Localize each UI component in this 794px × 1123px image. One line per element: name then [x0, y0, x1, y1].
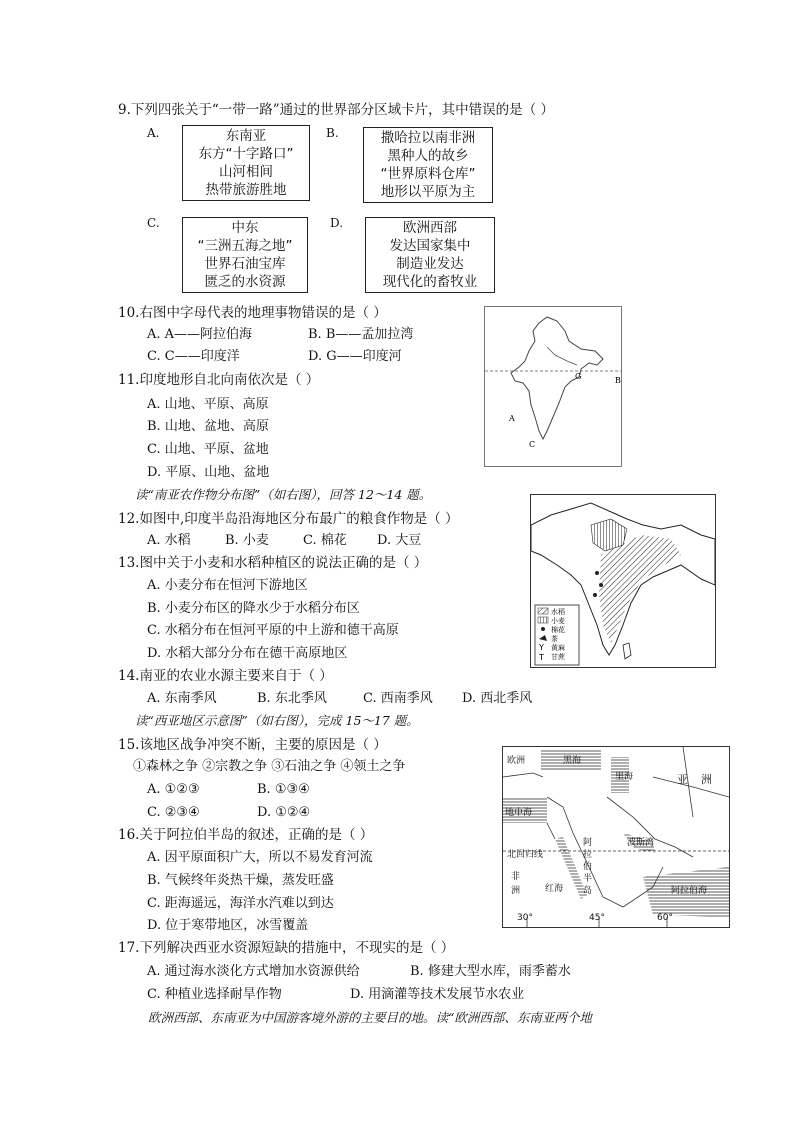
legend-swatch-sugarcane: T — [539, 653, 544, 662]
card-line: 黑种人的故乡 — [387, 148, 469, 164]
label-caspian: 里海 — [615, 772, 634, 782]
q10-opt-b[interactable]: B. B——孟加拉湾 — [308, 327, 414, 342]
rice-zone — [599, 535, 681, 643]
label-arabia-1: 阿 — [583, 838, 593, 848]
india-outline — [511, 317, 603, 439]
q17-opt-c[interactable]: C. 种植业选择耐旱作物 — [147, 987, 282, 1002]
india-outline-svg — [485, 307, 621, 466]
tick-label-30: 30° — [517, 913, 533, 923]
label-arabia-4: 半 — [583, 874, 593, 884]
q16-opt-a[interactable]: A. 因平原面积广大，所以不易发育河流 — [147, 850, 373, 865]
card-line: 中东 — [231, 220, 259, 236]
legend-wheat: 小麦 — [551, 617, 565, 625]
card-line: 制造业发达 — [396, 256, 464, 272]
intro-15-17: 读“西亚地区示意图”（如右图），完成 15～17 题。 — [135, 713, 419, 728]
q11-stem: 11.印度地形自北向南依次是（ ） — [118, 372, 320, 388]
legend-swatch-jute: Y — [539, 643, 544, 652]
q16-opt-b[interactable]: B. 气候终年炎热干燥，蒸发旺盛 — [147, 873, 334, 888]
legend-swatch-wheat — [538, 617, 548, 623]
card-line: 撒哈拉以南非洲 — [380, 130, 476, 146]
label-europe: 欧洲 — [507, 756, 526, 766]
tick-label-60: 60° — [657, 913, 673, 923]
q17-stem: 17.下列解决西亚水资源短缺的措施中，不现实的是（ ） — [118, 940, 455, 956]
card-line: 热带旅游胜地 — [205, 182, 287, 198]
map-letter-g: G — [575, 372, 582, 381]
q16-opt-c[interactable]: C. 距海遥远，海洋水汽难以到达 — [147, 896, 334, 911]
card-line: 世界石油宝库 — [204, 256, 286, 272]
q13-opt-b[interactable]: B. 小麦分布区的降水少于水稻分布区 — [147, 601, 360, 616]
q14-stem: 14.南亚的农业水源主要来自于（ ） — [118, 668, 333, 684]
q9-card-a-label: A. — [147, 126, 160, 140]
q16-stem: 16.关于阿拉伯半岛的叙述，正确的是（ ） — [118, 827, 374, 843]
card-line: 东方“十字路口” — [198, 146, 294, 162]
label-mediterranean: 地中海 — [505, 808, 533, 818]
q10-opt-c[interactable]: C. C——印度洋 — [147, 349, 240, 364]
card-line: “世界原料仓库” — [380, 166, 476, 182]
q9-stem: 9.下列四张关于“一带一路”通过的世界部分区域卡片，其中错误的是（ ） — [118, 102, 554, 118]
card-line: 山河相间 — [219, 164, 273, 180]
q11-opt-b[interactable]: B. 山地、盆地、高原 — [147, 419, 269, 434]
q14-opt-c[interactable]: C. 西南季风 — [363, 691, 433, 706]
label-tropic: 北回归线 — [507, 850, 544, 860]
river-line — [547, 347, 577, 365]
q9-card-b[interactable] — [363, 127, 493, 203]
label-africa-2: 洲 — [511, 886, 521, 896]
cotton-dot — [595, 571, 599, 575]
south-asia-crops-map — [530, 494, 716, 668]
q15-opt-b[interactable]: B. ①③④ — [257, 782, 310, 797]
tick-label-45: 45° — [589, 913, 605, 923]
india-map — [484, 306, 622, 467]
label-africa-1: 非 — [511, 872, 521, 882]
card-line: 东南亚 — [225, 128, 267, 144]
q12-opt-c[interactable]: C. 棉花 — [303, 533, 347, 548]
legend-cotton: 棉花 — [551, 626, 565, 634]
card-line: 发达国家集中 — [389, 238, 471, 254]
cotton-dot — [599, 583, 603, 587]
q9-card-b-label: B. — [326, 126, 339, 140]
q9-card-c[interactable] — [182, 217, 308, 293]
label-asia-1: 亚 — [677, 773, 688, 786]
label-black-sea: 黑海 — [563, 756, 582, 766]
q15-opt-d[interactable]: D. ①②④ — [257, 805, 311, 820]
tail-intro: 欧洲西部、东南亚为中国游客境外游的主要目的地。读“欧洲西部、东南亚两个地 — [148, 1010, 592, 1025]
map-letter-b: B — [615, 376, 621, 385]
q9-card-a[interactable] — [182, 125, 310, 201]
q15-opt-a[interactable]: A. ①②③ — [147, 782, 200, 797]
label-arabia-3: 伯 — [583, 862, 593, 872]
q11-opt-c[interactable]: C. 山地、平原、盆地 — [147, 442, 269, 457]
q12-opt-b[interactable]: B. 小麦 — [225, 533, 269, 548]
legend-sugarcane: 甘蔗 — [551, 653, 565, 661]
legend-swatch-cotton — [541, 627, 545, 631]
q13-opt-c[interactable]: C. 水稻分布在恒河平原的中上游和德干高原 — [147, 623, 399, 638]
q15-opt-c[interactable]: C. ②③④ — [147, 805, 200, 820]
q13-stem: 13.图中关于小麦和水稻种植区的说法正确的是（ ） — [118, 555, 428, 571]
card-line: 欧洲西部 — [403, 220, 457, 236]
legend-swatch-rice — [538, 608, 548, 614]
q13-opt-d[interactable]: D. 水稻大部分分布在德干高原地区 — [147, 646, 348, 661]
sri-lanka — [623, 643, 631, 659]
card-line: 地形以平原为主 — [380, 184, 476, 200]
q14-opt-b[interactable]: B. 东北季风 — [257, 691, 327, 706]
card-line: 现代化的畜牧业 — [382, 274, 478, 290]
label-arabian-sea: 阿拉伯海 — [671, 886, 708, 896]
q9-card-c-label: C. — [147, 216, 160, 230]
legend-tea: 茶 — [551, 635, 558, 643]
crops-map-svg — [531, 495, 715, 667]
q13-opt-a[interactable]: A. 小麦分布在恒河下游地区 — [147, 578, 308, 593]
q10-stem: 10.右图中字母代表的地理事物错误的是（ ） — [118, 305, 387, 321]
map-letter-c: C — [529, 440, 536, 449]
q9-card-d[interactable] — [365, 217, 495, 293]
legend-rice: 水稻 — [551, 608, 565, 616]
q17-opt-a[interactable]: A. 通过海水淡化方式增加水资源供给 — [147, 964, 360, 979]
q12-stem: 12.如图中,印度半岛沿海地区分布最广的粮食作物是（ ） — [118, 511, 459, 527]
q17-opt-d[interactable]: D. 用滴灌等技术发展节水农业 — [350, 987, 525, 1002]
q11-opt-a[interactable]: A. 山地、平原、高原 — [147, 397, 269, 412]
q9-card-d-label: D. — [330, 216, 344, 230]
q12-opt-d[interactable]: D. 大豆 — [377, 533, 422, 548]
q12-opt-a[interactable]: A. 水稻 — [147, 533, 191, 548]
q15-items: ①森林之争 ②宗教之争 ③石油之争 ④领土之争 — [133, 759, 406, 774]
q10-opt-d[interactable]: D. G——印度河 — [308, 349, 402, 364]
label-red-sea: 红海 — [545, 884, 564, 894]
label-arabia-2: 拉 — [583, 850, 593, 860]
q11-opt-d[interactable]: D. 平原、山地、盆地 — [147, 465, 270, 480]
card-line: “三洲五海之地” — [197, 238, 293, 254]
west-asia-map — [502, 746, 730, 928]
q10-opt-a[interactable]: A. A——阿拉伯海 — [147, 327, 253, 342]
cotton-dot — [593, 593, 597, 597]
label-persian-gulf: 波斯湾 — [627, 838, 655, 848]
map-letter-a: A — [509, 414, 515, 423]
q14-opt-a[interactable]: A. 东南季风 — [147, 691, 217, 706]
label-asia-2: 洲 — [701, 773, 712, 786]
q14-opt-d[interactable]: D. 西北季风 — [462, 691, 533, 706]
card-line: 匮乏的水资源 — [204, 274, 286, 290]
legend-jute: 黄麻 — [551, 644, 565, 652]
intro-12-14: 读“南亚农作物分布图”（如右图），回答 12～14 题。 — [135, 487, 432, 502]
q17-opt-b[interactable]: B. 修建大型水库，雨季蓄水 — [410, 964, 571, 979]
q16-opt-d[interactable]: D. 位于寒带地区，冰雪覆盖 — [147, 918, 309, 933]
q15-stem: 15.该地区战争冲突不断，主要的原因是（ ） — [118, 737, 387, 753]
label-arabia-5: 岛 — [583, 886, 593, 896]
